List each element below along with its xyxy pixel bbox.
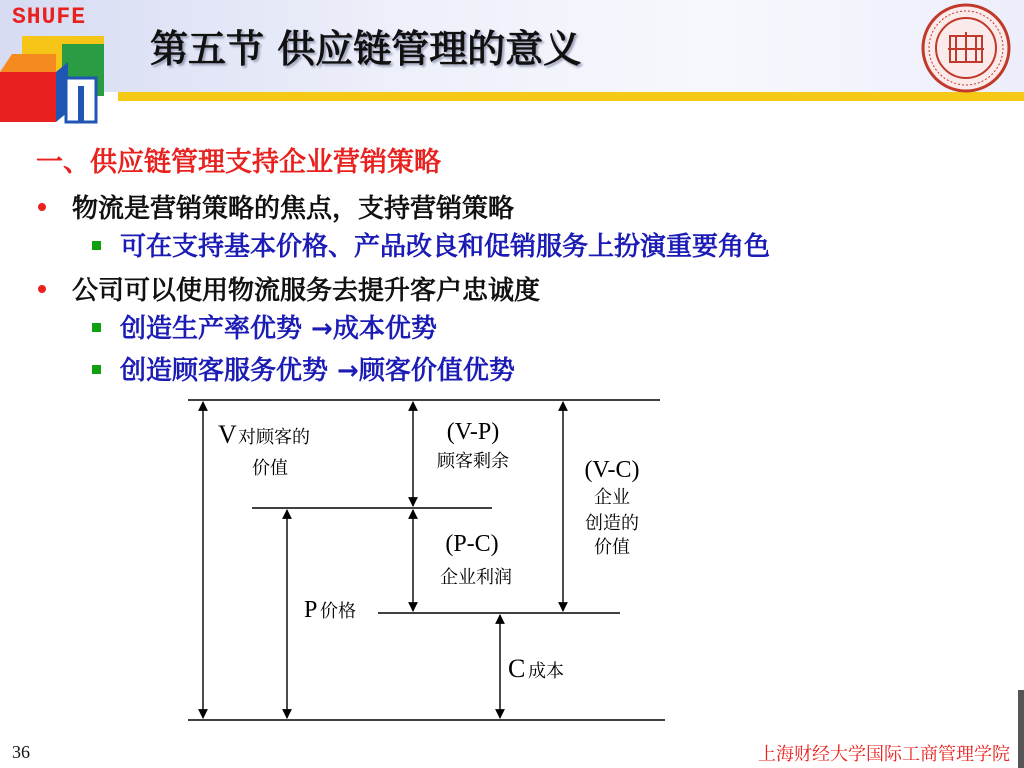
bullet-text: 物流是营销策略的焦点，支持营销策略 xyxy=(72,194,515,224)
header-rule xyxy=(118,92,1024,101)
vc-sublabel-2: 创造的 xyxy=(585,513,639,533)
logo-text: SHUFE xyxy=(12,4,87,30)
page-title: 第五节 供应链管理的意义 xyxy=(150,27,582,71)
value-diagram xyxy=(180,395,680,735)
v-sublabel-2: 价值 xyxy=(252,458,288,478)
vc-sublabel-3: 价值 xyxy=(594,537,630,557)
v-sublabel: 对顾客的 xyxy=(238,427,310,447)
vc-sublabel-1: 企业 xyxy=(594,487,630,507)
sub-bullet-text: 创造顾客服务优势 →顾客价值优势 xyxy=(120,356,515,386)
sub-bullet-square xyxy=(92,365,101,374)
vp-sublabel: 顾客剩余 xyxy=(437,451,509,471)
p-label: P xyxy=(304,597,318,623)
vc-label: (V-C) xyxy=(584,457,640,483)
c-label: C xyxy=(508,654,526,683)
bullet-dot xyxy=(38,203,46,211)
bullet-text: 公司可以使用物流服务去提升客户忠诚度 xyxy=(72,276,541,306)
pc-sublabel: 企业利润 xyxy=(440,567,512,587)
v-label: V xyxy=(218,420,237,449)
university-seal-icon xyxy=(920,2,1012,94)
sub-bullet-square xyxy=(92,241,101,250)
footer-institution: 上海财经大学国际工商管理学院 xyxy=(758,744,1010,765)
section-heading: 一、供应链管理支持企业营销策略 xyxy=(36,147,441,178)
pc-label: (P-C) xyxy=(445,531,499,557)
sub-bullet-text: 可在支持基本价格、产品改良和促销服务上扮演重要角色 xyxy=(120,232,771,262)
c-sublabel: 成本 xyxy=(528,661,564,681)
p-sublabel: 价格 xyxy=(320,601,356,621)
edge-bar xyxy=(1018,690,1024,768)
bullet-dot xyxy=(38,285,46,293)
vp-label: (V-P) xyxy=(446,419,500,445)
sub-bullet-square xyxy=(92,323,101,332)
logo-cube-icon xyxy=(0,34,110,124)
sub-bullet-text: 创造生产率优势 →成本优势 xyxy=(120,314,437,344)
page-number: 36 xyxy=(12,742,30,762)
